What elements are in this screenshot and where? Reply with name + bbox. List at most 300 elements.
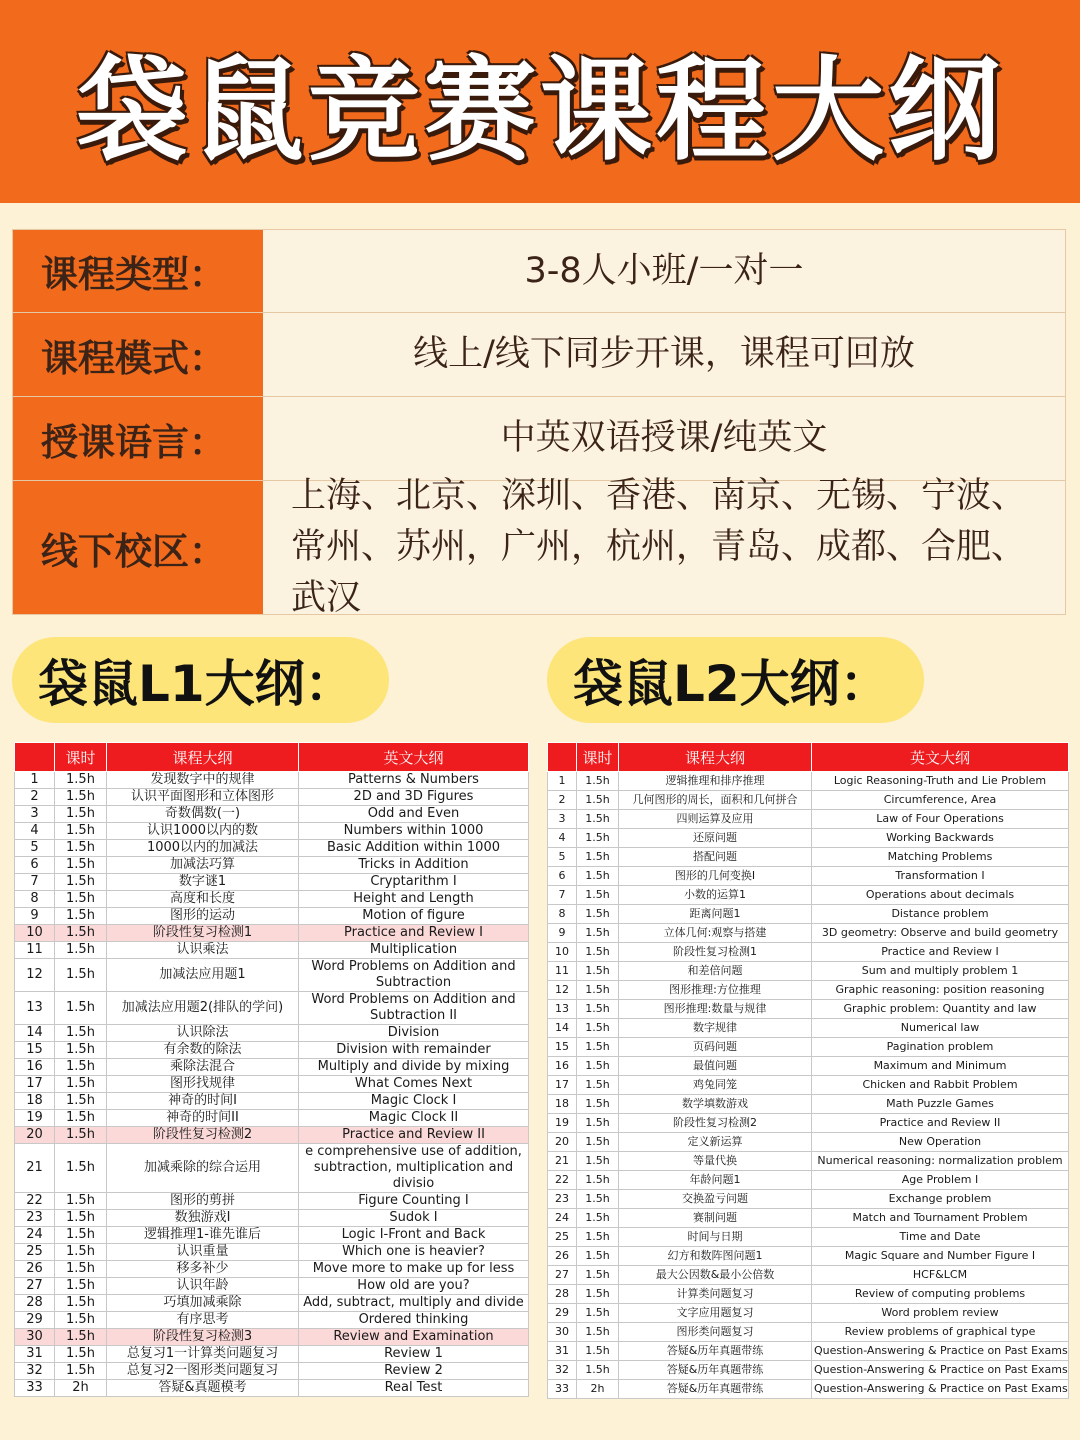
row-hours: 1.5h: [577, 867, 619, 886]
row-syllabus-en: Magic Square and Number Figure I: [812, 1247, 1069, 1266]
row-syllabus-en: Math Puzzle Games: [812, 1095, 1069, 1114]
row-hours: 1.5h: [577, 943, 619, 962]
table-row: [15, 823, 529, 840]
table-row: [548, 1323, 1069, 1342]
table-row: [15, 959, 529, 992]
row-syllabus-en: Chicken and Rabbit Problem: [812, 1076, 1069, 1095]
info-value: 上海、北京、深圳、香港、南京、无锡、宁波、常州、苏州，广州，杭州，青岛、成都、合肥、武汉: [291, 476, 1027, 618]
row-index: 11: [548, 962, 577, 981]
table-header-row: [548, 743, 1069, 772]
row-syllabus-cn: 逻辑推理和排序推理: [619, 772, 812, 791]
row-hours: 1.5h: [55, 1329, 107, 1346]
row-syllabus-cn: 最值问题: [619, 1057, 812, 1076]
row-syllabus-en: How old are you?: [299, 1278, 529, 1295]
info-key: 课程模式：: [13, 313, 263, 396]
row-index: 19: [15, 1110, 55, 1127]
info-row-course-type: [13, 230, 1065, 312]
table-row: [548, 848, 1069, 867]
table-row: [15, 1042, 529, 1059]
row-syllabus-cn: 鸡兔同笼: [619, 1076, 812, 1095]
row-hours: 1.5h: [577, 1228, 619, 1247]
row-hours: 1.5h: [55, 1059, 107, 1076]
row-syllabus-cn: 加减法应用题2(排队的学问): [107, 992, 299, 1025]
row-hours: 1.5h: [577, 1133, 619, 1152]
row-syllabus-en: Division with remainder: [299, 1042, 529, 1059]
row-syllabus-en: 2D and 3D Figures: [299, 789, 529, 806]
row-syllabus-cn: 图形推理:方位推理: [619, 981, 812, 1000]
table-row: [15, 1346, 529, 1363]
table-row: [15, 1278, 529, 1295]
row-syllabus-en: Review of computing problems: [812, 1285, 1069, 1304]
table-row: [15, 1210, 529, 1227]
row-syllabus-cn: 距离问题1: [619, 905, 812, 924]
row-syllabus-en: Graphic problem: Quantity and law: [812, 1000, 1069, 1019]
row-syllabus-cn: 答疑&历年真题带练: [619, 1361, 812, 1380]
row-index: 32: [548, 1361, 577, 1380]
row-syllabus-cn: 文字应用题复习: [619, 1304, 812, 1323]
row-hours: 1.5h: [577, 1323, 619, 1342]
row-index: 17: [15, 1076, 55, 1093]
table-row: [548, 791, 1069, 810]
row-hours: 1.5h: [577, 1057, 619, 1076]
row-syllabus-en: Circumference, Area: [812, 791, 1069, 810]
row-syllabus-cn: 图形的剪拼: [107, 1193, 299, 1210]
row-syllabus-cn: 逻辑推理1-谁先谁后: [107, 1227, 299, 1244]
table-row: [15, 1380, 529, 1397]
l1-syllabus-table: [14, 742, 529, 1397]
table-row: [15, 874, 529, 891]
table-row: [15, 1193, 529, 1210]
row-syllabus-en: Word Problems on Addition and Subtraction: [299, 959, 529, 992]
row-index: 23: [548, 1190, 577, 1209]
row-index: 33: [548, 1380, 577, 1399]
row-hours: 1.5h: [55, 1227, 107, 1244]
title-banner: [0, 0, 1080, 203]
row-syllabus-cn: 有序思考: [107, 1312, 299, 1329]
row-syllabus-en: Real Test: [299, 1380, 529, 1397]
row-syllabus-cn: 认识重量: [107, 1244, 299, 1261]
table-row: [548, 810, 1069, 829]
row-syllabus-cn: 图形的运动: [107, 908, 299, 925]
header-syllabus: 课程大纲: [107, 743, 299, 772]
table-row: [548, 1380, 1069, 1399]
header-hours: 课时: [577, 743, 619, 772]
row-syllabus-en: Practice and Review II: [812, 1114, 1069, 1133]
table-row: [548, 1342, 1069, 1361]
row-syllabus-cn: 幻方和数阵图问题1: [619, 1247, 812, 1266]
row-syllabus-cn: 数字规律: [619, 1019, 812, 1038]
row-index: 18: [548, 1095, 577, 1114]
row-index: 12: [548, 981, 577, 1000]
table-row: [548, 1171, 1069, 1190]
table-row: [548, 867, 1069, 886]
row-syllabus-cn: 几何图形的周长，面积和几何拼合: [619, 791, 812, 810]
table-row: [15, 992, 529, 1025]
row-hours: 1.5h: [55, 925, 107, 942]
row-hours: 1.5h: [55, 1110, 107, 1127]
row-syllabus-en: Match and Tournament Problem: [812, 1209, 1069, 1228]
row-index: 15: [15, 1042, 55, 1059]
row-hours: 1.5h: [577, 924, 619, 943]
row-index: 7: [15, 874, 55, 891]
table-row: [548, 1190, 1069, 1209]
row-index: 14: [548, 1019, 577, 1038]
row-hours: 1.5h: [55, 1261, 107, 1278]
row-syllabus-cn: 年龄问题1: [619, 1171, 812, 1190]
row-syllabus-cn: 图形类问题复习: [619, 1323, 812, 1342]
row-index: 27: [548, 1266, 577, 1285]
row-syllabus-en: Figure Counting I: [299, 1193, 529, 1210]
row-syllabus-en: Distance problem: [812, 905, 1069, 924]
row-hours: 1.5h: [577, 1304, 619, 1323]
row-index: 26: [15, 1261, 55, 1278]
row-hours: 1.5h: [55, 874, 107, 891]
row-index: 22: [548, 1171, 577, 1190]
row-index: 20: [15, 1127, 55, 1144]
row-index: 24: [15, 1227, 55, 1244]
row-syllabus-cn: 数字谜1: [107, 874, 299, 891]
row-index: 20: [548, 1133, 577, 1152]
row-syllabus-en: Logic I-Front and Back: [299, 1227, 529, 1244]
row-hours: 1.5h: [577, 1285, 619, 1304]
row-hours: 1.5h: [577, 905, 619, 924]
row-syllabus-cn: 图形的几何变换I: [619, 867, 812, 886]
row-syllabus-cn: 阶段性复习检测3: [107, 1329, 299, 1346]
header-index: [548, 743, 577, 772]
row-syllabus-cn: 图形找规律: [107, 1076, 299, 1093]
row-syllabus-en: Basic Addition within 1000: [299, 840, 529, 857]
row-index: 28: [15, 1295, 55, 1312]
table-row: [548, 772, 1069, 791]
row-syllabus-en: Law of Four Operations: [812, 810, 1069, 829]
row-syllabus-en: Working Backwards: [812, 829, 1069, 848]
row-syllabus-en: Review 2: [299, 1363, 529, 1380]
row-hours: 1.5h: [55, 1025, 107, 1042]
row-hours: 1.5h: [55, 1346, 107, 1363]
table-row: [15, 1329, 529, 1346]
table-row: [15, 942, 529, 959]
row-syllabus-cn: 神奇的时间II: [107, 1110, 299, 1127]
row-syllabus-en: Which one is heavier?: [299, 1244, 529, 1261]
row-syllabus-en: Add, subtract, multiply and divide: [299, 1295, 529, 1312]
row-syllabus-en: Tricks in Addition: [299, 857, 529, 874]
row-syllabus-cn: 神奇的时间I: [107, 1093, 299, 1110]
row-syllabus-cn: 加减法应用题1: [107, 959, 299, 992]
table-row: [15, 1295, 529, 1312]
row-index: 11: [15, 942, 55, 959]
row-index: 32: [15, 1363, 55, 1380]
row-hours: 1.5h: [55, 806, 107, 823]
row-syllabus-en: What Comes Next: [299, 1076, 529, 1093]
row-syllabus-en: Question-Answering & Practice on Past Exams: [812, 1342, 1069, 1361]
row-syllabus-en: Practice and Review II: [299, 1127, 529, 1144]
row-syllabus-cn: 和差倍问题: [619, 962, 812, 981]
row-syllabus-en: Numerical reasoning: normalization problem: [812, 1152, 1069, 1171]
row-syllabus-en: Cryptarithm I: [299, 874, 529, 891]
table-row: [15, 1261, 529, 1278]
row-syllabus-cn: 立体几何:观察与搭建: [619, 924, 812, 943]
row-index: 4: [15, 823, 55, 840]
row-syllabus-cn: 计算类问题复习: [619, 1285, 812, 1304]
row-index: 4: [548, 829, 577, 848]
row-syllabus-en: Height and Length: [299, 891, 529, 908]
table-row: [548, 1266, 1069, 1285]
row-syllabus-cn: 答疑&历年真题带练: [619, 1342, 812, 1361]
table-row: [548, 1152, 1069, 1171]
row-hours: 1.5h: [577, 791, 619, 810]
row-hours: 1.5h: [577, 1190, 619, 1209]
row-syllabus-cn: 阶段性复习检测2: [107, 1127, 299, 1144]
row-syllabus-en: Ordered thinking: [299, 1312, 529, 1329]
row-syllabus-cn: 四则运算及应用: [619, 810, 812, 829]
row-index: 16: [548, 1057, 577, 1076]
l1-heading: 袋鼠L1大纲：: [12, 637, 389, 723]
row-hours: 1.5h: [55, 1244, 107, 1261]
table-row: [15, 1093, 529, 1110]
row-hours: 1.5h: [55, 942, 107, 959]
row-syllabus-cn: 还原问题: [619, 829, 812, 848]
row-index: 31: [15, 1346, 55, 1363]
info-row-language: [13, 396, 1065, 480]
row-syllabus-en: Transformation I: [812, 867, 1069, 886]
table-row: [15, 1127, 529, 1144]
row-syllabus-cn: 认识除法: [107, 1025, 299, 1042]
table-row: [548, 1038, 1069, 1057]
row-syllabus-cn: 认识平面图形和立体图形: [107, 789, 299, 806]
row-index: 25: [548, 1228, 577, 1247]
table-row: [548, 1228, 1069, 1247]
row-index: 3: [15, 806, 55, 823]
row-hours: 1.5h: [55, 772, 107, 789]
row-hours: 2h: [577, 1380, 619, 1399]
table-row: [15, 1110, 529, 1127]
row-syllabus-en: Magic Clock II: [299, 1110, 529, 1127]
row-index: 9: [15, 908, 55, 925]
row-hours: 1.5h: [577, 1247, 619, 1266]
row-index: 21: [15, 1144, 55, 1193]
row-syllabus-cn: 加减乘除的综合运用: [107, 1144, 299, 1193]
info-key: 课程类型：: [13, 230, 263, 312]
row-syllabus-cn: 高度和长度: [107, 891, 299, 908]
table-row: [548, 905, 1069, 924]
row-hours: 1.5h: [577, 886, 619, 905]
table-row: [548, 1304, 1069, 1323]
row-hours: 1.5h: [577, 981, 619, 1000]
row-syllabus-cn: 1000以内的加减法: [107, 840, 299, 857]
table-row: [548, 886, 1069, 905]
row-syllabus-en: Word problem review: [812, 1304, 1069, 1323]
row-index: 3: [548, 810, 577, 829]
row-syllabus-en: Question-Answering & Practice on Past Exams: [812, 1380, 1069, 1399]
row-hours: 1.5h: [577, 772, 619, 791]
row-syllabus-cn: 图形推理:数量与规律: [619, 1000, 812, 1019]
table-row: [15, 1363, 529, 1380]
table-row: [548, 1133, 1069, 1152]
row-index: 13: [548, 1000, 577, 1019]
table-row: [548, 1019, 1069, 1038]
row-syllabus-cn: 总复习2一图形类问题复习: [107, 1363, 299, 1380]
table-row: [548, 943, 1069, 962]
row-syllabus-cn: 移多补少: [107, 1261, 299, 1278]
table-row: [548, 924, 1069, 943]
row-hours: 1.5h: [577, 1152, 619, 1171]
row-index: 30: [548, 1323, 577, 1342]
row-syllabus-en: Exchange problem: [812, 1190, 1069, 1209]
row-syllabus-en: e comprehensive use of addition, subtraction, multiplication and divisio: [299, 1144, 529, 1193]
row-syllabus-en: Numbers within 1000: [299, 823, 529, 840]
row-syllabus-en: Matching Problems: [812, 848, 1069, 867]
row-syllabus-en: Age Problem I: [812, 1171, 1069, 1190]
table-row: [15, 891, 529, 908]
row-syllabus-cn: 有余数的除法: [107, 1042, 299, 1059]
row-hours: 1.5h: [55, 1042, 107, 1059]
row-hours: 1.5h: [577, 829, 619, 848]
row-index: 21: [548, 1152, 577, 1171]
row-syllabus-cn: 数学填数游戏: [619, 1095, 812, 1114]
row-hours: 1.5h: [55, 1295, 107, 1312]
row-index: 1: [15, 772, 55, 789]
row-syllabus-en: Multiply and divide by mixing: [299, 1059, 529, 1076]
row-syllabus-en: Question-Answering & Practice on Past Exams: [812, 1361, 1069, 1380]
l2-heading: 袋鼠L2大纲：: [547, 637, 924, 723]
row-hours: 1.5h: [55, 1312, 107, 1329]
row-hours: 1.5h: [577, 848, 619, 867]
info-key: 授课语言：: [13, 397, 263, 480]
row-hours: 1.5h: [577, 810, 619, 829]
l2-syllabus-table: [547, 742, 1069, 1399]
row-syllabus-en: Maximum and Minimum: [812, 1057, 1069, 1076]
table-row: [15, 1059, 529, 1076]
row-syllabus-en: New Operation: [812, 1133, 1069, 1152]
row-syllabus-cn: 发现数字中的规律: [107, 772, 299, 789]
row-syllabus-cn: 认识乘法: [107, 942, 299, 959]
row-syllabus-en: Logic Reasoning-Truth and Lie Problem: [812, 772, 1069, 791]
row-index: 33: [15, 1380, 55, 1397]
row-syllabus-cn: 乘除法混合: [107, 1059, 299, 1076]
table-row: [548, 1247, 1069, 1266]
row-index: 16: [15, 1059, 55, 1076]
table-row: [548, 1285, 1069, 1304]
row-hours: 1.5h: [55, 1193, 107, 1210]
row-syllabus-cn: 加减法巧算: [107, 857, 299, 874]
row-hours: 1.5h: [55, 959, 107, 992]
row-index: 14: [15, 1025, 55, 1042]
row-hours: 1.5h: [55, 1210, 107, 1227]
row-syllabus-cn: 阶段性复习检测1: [619, 943, 812, 962]
row-syllabus-en: Odd and Even: [299, 806, 529, 823]
row-syllabus-en: Operations about decimals: [812, 886, 1069, 905]
table-row: [548, 829, 1069, 848]
row-index: 7: [548, 886, 577, 905]
info-row-course-mode: [13, 312, 1065, 396]
row-index: 5: [15, 840, 55, 857]
row-index: 5: [548, 848, 577, 867]
row-hours: 1.5h: [55, 823, 107, 840]
row-syllabus-en: Word Problems on Addition and Subtraction II: [299, 992, 529, 1025]
row-syllabus-cn: 数独游戏I: [107, 1210, 299, 1227]
row-hours: 1.5h: [55, 1363, 107, 1380]
row-syllabus-cn: 奇数偶数(一): [107, 806, 299, 823]
row-syllabus-en: Numerical law: [812, 1019, 1069, 1038]
table-row: [15, 1076, 529, 1093]
row-syllabus-en: Move more to make up for less: [299, 1261, 529, 1278]
row-hours: 1.5h: [55, 840, 107, 857]
row-index: 30: [15, 1329, 55, 1346]
row-index: 29: [548, 1304, 577, 1323]
table-row: [15, 806, 529, 823]
row-syllabus-en: Division: [299, 1025, 529, 1042]
row-syllabus-en: Motion of figure: [299, 908, 529, 925]
row-hours: 1.5h: [55, 1144, 107, 1193]
table-row: [15, 1312, 529, 1329]
row-index: 6: [15, 857, 55, 874]
row-index: 26: [548, 1247, 577, 1266]
row-index: 22: [15, 1193, 55, 1210]
row-index: 13: [15, 992, 55, 1025]
row-syllabus-en: Graphic reasoning: position reasoning: [812, 981, 1069, 1000]
row-syllabus-cn: 答疑&历年真题带练: [619, 1380, 812, 1399]
table-row: [15, 908, 529, 925]
row-syllabus-en: Review 1: [299, 1346, 529, 1363]
table-row: [15, 789, 529, 806]
table-row: [548, 962, 1069, 981]
row-index: 29: [15, 1312, 55, 1329]
table-row: [15, 925, 529, 942]
header-syllabus: 课程大纲: [619, 743, 812, 772]
info-value: 中英双语授课/纯英文: [500, 418, 828, 458]
page-title: 袋鼠竞赛课程大纲: [76, 46, 1004, 176]
row-index: 2: [548, 791, 577, 810]
row-syllabus-en: Multiplication: [299, 942, 529, 959]
row-syllabus-cn: 定义新运算: [619, 1133, 812, 1152]
table-row: [15, 1144, 529, 1193]
row-syllabus-en: Magic Clock I: [299, 1093, 529, 1110]
row-index: 24: [548, 1209, 577, 1228]
row-hours: 1.5h: [577, 1000, 619, 1019]
row-index: 12: [15, 959, 55, 992]
table-row: [15, 772, 529, 789]
info-value: 3-8人小班/一对一: [524, 250, 804, 291]
row-hours: 1.5h: [577, 1019, 619, 1038]
table-row: [15, 857, 529, 874]
row-hours: 1.5h: [55, 992, 107, 1025]
row-syllabus-en: 3D geometry: Observe and build geometry: [812, 924, 1069, 943]
row-index: 1: [548, 772, 577, 791]
row-syllabus-cn: 赛制问题: [619, 1209, 812, 1228]
row-index: 15: [548, 1038, 577, 1057]
row-syllabus-en: Practice and Review I: [812, 943, 1069, 962]
table-row: [548, 1000, 1069, 1019]
header-english: 英文大纲: [299, 743, 529, 772]
row-hours: 1.5h: [55, 1076, 107, 1093]
table-row: [548, 1076, 1069, 1095]
row-hours: 1.5h: [55, 1093, 107, 1110]
row-index: 10: [548, 943, 577, 962]
row-hours: 1.5h: [577, 1361, 619, 1380]
row-index: 17: [548, 1076, 577, 1095]
row-syllabus-cn: 交换盈亏问题: [619, 1190, 812, 1209]
table-row: [548, 981, 1069, 1000]
table-row: [15, 840, 529, 857]
table-row: [548, 1114, 1069, 1133]
row-hours: 1.5h: [55, 908, 107, 925]
row-index: 8: [15, 891, 55, 908]
row-hours: 1.5h: [55, 789, 107, 806]
row-syllabus-en: Sudok I: [299, 1210, 529, 1227]
table-row: [548, 1361, 1069, 1380]
row-syllabus-cn: 最大公因数&最小公倍数: [619, 1266, 812, 1285]
row-syllabus-cn: 认识年龄: [107, 1278, 299, 1295]
